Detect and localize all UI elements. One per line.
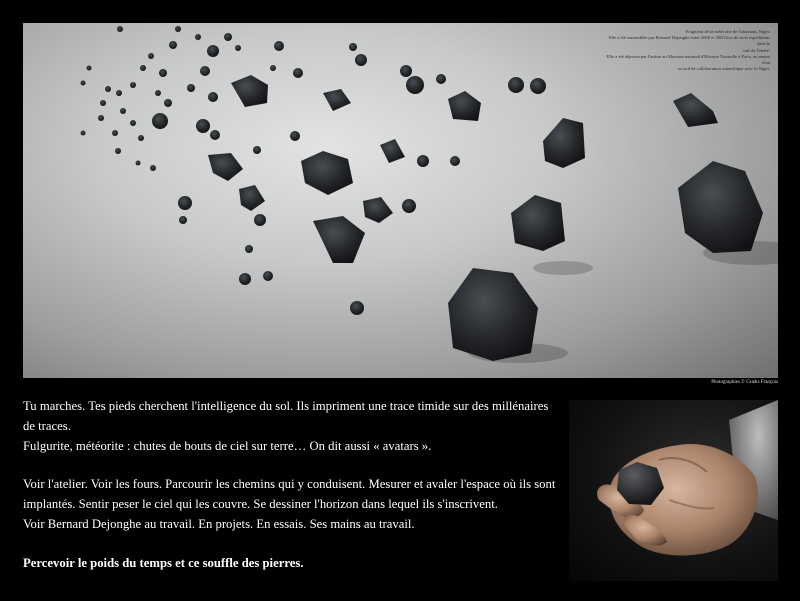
caption-line: Fragment de la météorite de Tahassant, Niger. xyxy=(685,29,770,34)
text-line: Tu marches. Tes pieds cherchent l'intelligence du sol. Ils impriment une trace timide sur des millénaires xyxy=(23,399,549,413)
caption-line: sud du Ténéré. xyxy=(742,47,770,53)
caption-line: accord de collaboration scientifique avec le Niger. xyxy=(677,66,770,72)
paragraph-gap xyxy=(23,456,633,475)
paragraph-gap xyxy=(23,535,633,554)
hand-holding-stone-illustration xyxy=(569,400,778,581)
text-line: Voir Bernard Dejonghe au travail. En projets. En essais. Ses mains au travail. xyxy=(23,516,415,531)
meteorite-fragments-photo xyxy=(23,23,778,378)
body-text xyxy=(23,397,633,574)
text-line: Voir l'atelier. Voir les fours. Parcourir les chemins qui y conduisent. Mesurer et avaler l'espace où ils sont xyxy=(23,477,556,492)
caption-line: Elle a été déposée par l'artiste au Muséum national d'Histoire Naturelle à Paris, en amont d'un xyxy=(606,53,770,65)
hand-holding-stone-photo xyxy=(569,400,778,581)
text-line: implantés. Sentir peser le ciel qui les couvre. Se dessiner l'horizon dans lequel ils s'inscrivent. xyxy=(23,497,498,512)
closing-line: Percevoir le poids du temps et ce souffle des pierres. xyxy=(23,555,304,570)
photo-credit: Photographies © Gradis François xyxy=(711,380,778,385)
meteorite-fragments-illustration xyxy=(23,23,778,378)
text-line: Fulgurite, météorite : chutes de bouts de ciel sur terre… On dit aussi « avatars ». xyxy=(23,438,432,453)
caption-line: Elle a été rassemblée par Bernard Dejonghe entre 2000 et 2003 lors de trois expéditions dans le xyxy=(608,35,770,47)
text-line: de traces. xyxy=(23,418,71,433)
photo-caption xyxy=(600,29,770,72)
